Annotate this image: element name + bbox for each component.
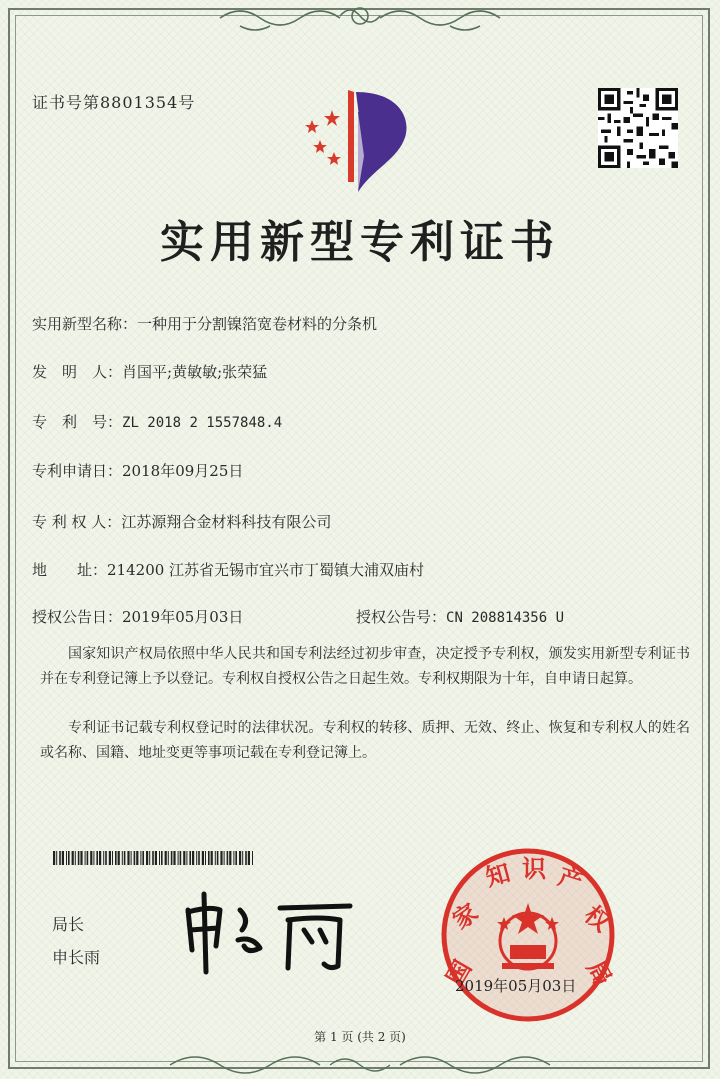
director-title: 局长 [52, 915, 85, 934]
seal-char-4: 识 [522, 855, 546, 883]
grant-date-value: 2019年05月03日 [122, 608, 244, 626]
seal-char-3: 知 [482, 858, 514, 892]
seal-char-2: 家 [447, 898, 484, 935]
utility-name-row [32, 313, 377, 334]
patentee-row [32, 511, 331, 532]
seal-char-1: 国 [440, 955, 478, 991]
inventor-row [32, 361, 267, 382]
statement-paragraph-1: 国家知识产权局依照中华人民共和国专利法经过初步审查，决定授予专利权，颁发实用新型专利证书并在专利登记簿上予以登记。专利权自授权公告之日起生效。专利权期限为十年，自申请日起算。 [40, 646, 690, 687]
utility-name-value: 一种用于分割镍箔宽卷材料的分条机 [137, 315, 378, 333]
top-ornament [210, 0, 510, 40]
certificate-number: 证书号第8801354号 [32, 93, 196, 112]
cnipa-logo-icon [292, 82, 422, 194]
director-name: 申长雨 [52, 948, 101, 967]
address-value: 214200 江苏省无锡市宜兴市丁蜀镇大浦双庙村 [107, 561, 425, 579]
patent-number-value: ZL 2018 2 1557848.4 [122, 415, 283, 431]
inventor-value: 肖国平;黄敏敏;张荣猛 [122, 363, 268, 381]
bottom-ornament [160, 1035, 560, 1079]
grant-number-label: 授权公告号： [356, 608, 447, 626]
filing-date-row [32, 460, 243, 481]
page-indicator: 第 1 页 (共 2 页) [314, 1030, 406, 1044]
seal-char-6: 权 [578, 900, 616, 938]
patentee-value: 江苏源翔合金材料科技有限公司 [121, 513, 332, 531]
filing-date-value: 2018年09月25日 [122, 462, 244, 480]
handwritten-signature [170, 880, 370, 980]
seal-date: 2019年05月03日 [455, 977, 577, 995]
statement-paragraph-2: 专利证书记载专利权登记时的法律状况。专利权的转移、质押、无效、终止、恢复和专利权人的姓名或名称、国籍、地址变更等事项记载在专利登记簿上。 [40, 720, 690, 761]
grant-number-value: CN 208814356 U [446, 610, 565, 626]
barcode-icon [53, 851, 253, 865]
grant-date-row [32, 606, 243, 627]
patent-number-label: 专 利 号： [32, 413, 123, 431]
patentee-label: 专 利 权 人： [32, 513, 122, 531]
grant-date-label: 授权公告日： [32, 608, 123, 626]
certificate-title: 实用新型专利证书 [160, 217, 560, 268]
seal-char-5: 产 [554, 862, 587, 897]
qr-code-icon [598, 88, 678, 168]
filing-date-label: 专利申请日： [32, 462, 123, 480]
seal-char-7: 局 [581, 956, 618, 991]
patent-number-row [32, 411, 282, 432]
grant-number-row [356, 606, 564, 627]
address-row [32, 559, 424, 580]
official-seal [438, 845, 618, 1025]
address-label: 地 址： [32, 561, 108, 579]
inventor-label: 发 明 人： [32, 363, 123, 381]
utility-name-label: 实用新型名称： [32, 315, 138, 333]
